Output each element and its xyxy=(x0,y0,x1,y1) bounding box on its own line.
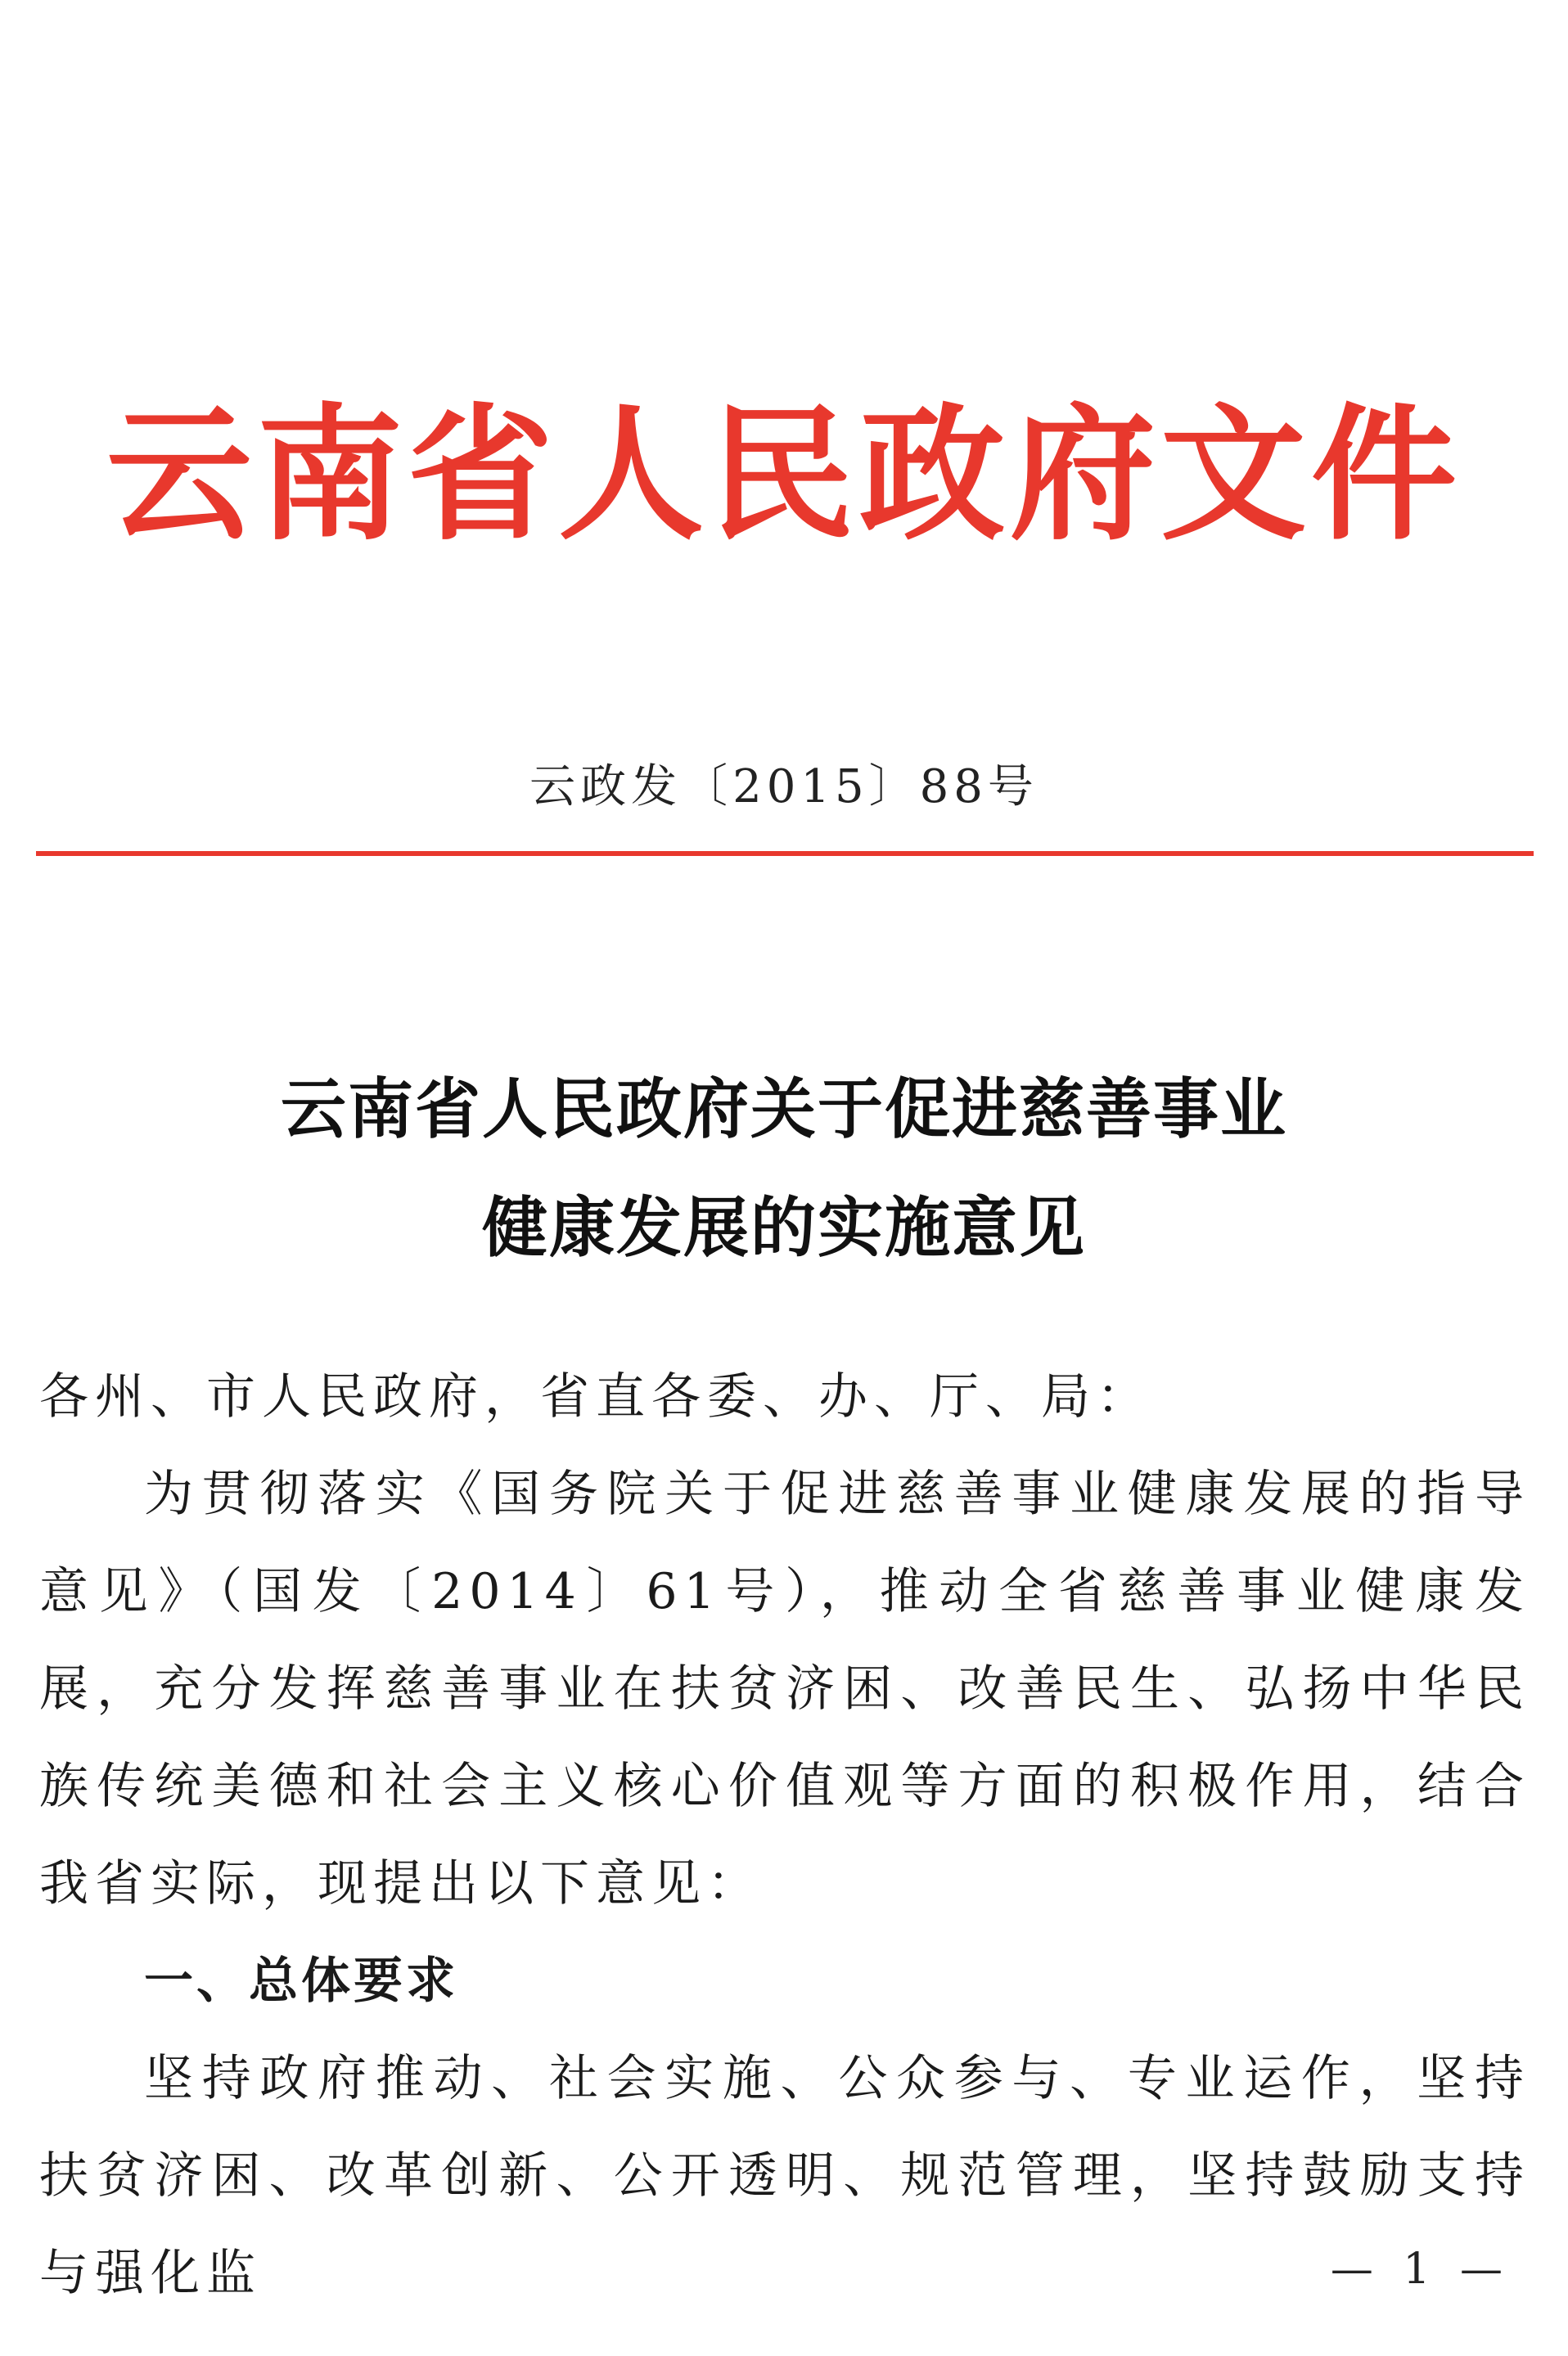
issuing-authority-header: 云南省人民政府文件 xyxy=(106,389,1462,560)
document-body xyxy=(39,1349,1530,2322)
section-1-paragraph: 坚持政府推动、社会实施、公众参与、专业运作，坚持扶贫济困、改革创新、公开透明、规范管理，坚持鼓励支持与强化监 xyxy=(39,2050,1530,2302)
section-heading-general-requirements: 一、总体要求 xyxy=(144,1953,458,2010)
salutation: 各州、市人民政府，省直各委、办、厅、局： xyxy=(39,1368,1152,1426)
document-title-line-1: 云南省人民政府关于促进慈善事业 xyxy=(281,1070,1287,1147)
intro-paragraph: 为贯彻落实《国务院关于促进慈善事业健康发展的指导意见》（国发〔2014〕61号），推动全省慈善事业健康发展，充分发挥慈善事业在扶贫济困、改善民生、弘扬中华民族传统美德和社会主义核心价值观等方面的积极作用，结合我省实际，现提出以下意见： xyxy=(39,1466,1530,1912)
page-number: — 1 — xyxy=(1330,2245,1511,2294)
document-title-line-2: 健康发展的实施意见 xyxy=(482,1189,1086,1266)
document-title xyxy=(0,1050,1568,1287)
red-divider-line xyxy=(36,851,1534,856)
document-number: 云政发〔2015〕88号 xyxy=(529,760,1039,813)
